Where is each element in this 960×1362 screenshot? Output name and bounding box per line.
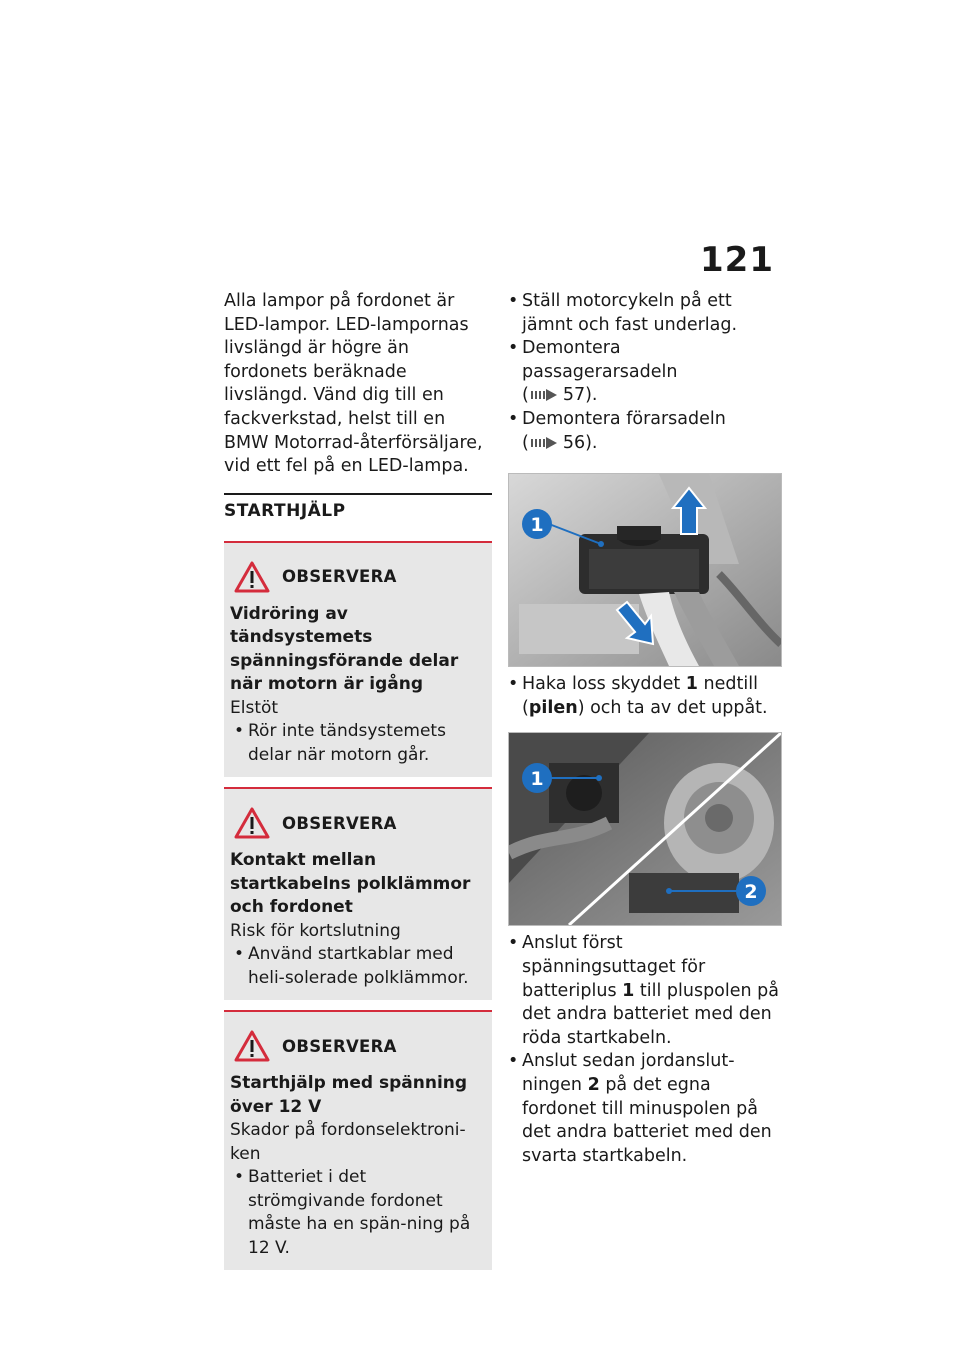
left-column — [224, 290, 492, 1270]
step-text: Demontera passagerarsadeln — [522, 338, 678, 382]
battery-cover-photo — [509, 474, 781, 666]
step-text-pre: Anslut sedan jordanslut-ningen — [522, 1051, 735, 1095]
bullet-dot: • — [508, 933, 519, 954]
step-text-pre: Anslut först spänningsuttaget för batteriplus — [522, 933, 706, 1001]
warning-box — [224, 787, 492, 1000]
step-text-post: på det egna fordonet till minuspolen på det andra batteriet med den svarta startkabeln. — [522, 1074, 772, 1166]
warning-title: OBSERVERA — [282, 813, 397, 833]
step-item — [508, 1050, 780, 1168]
step-item — [508, 673, 780, 720]
warning-subject: Kontakt mellan startkabelns polklämmor och fordonet — [230, 850, 471, 918]
step-text-post: till pluspolen på det andra batteriet med den röda startkabeln. — [522, 980, 779, 1048]
warning-subject: Vidröring av tändsystemets spänningsförande delar när motorn är igång — [230, 603, 459, 695]
bullet-dot: • — [508, 1051, 519, 1072]
step-text-mid: nedtill ( — [522, 674, 758, 718]
section-title: STARTHJÄLP — [224, 493, 492, 531]
step-number: 2 — [587, 1074, 600, 1095]
step-item — [508, 337, 780, 408]
warning-consequence: Skador på fordonselektroni-ken — [230, 1120, 466, 1164]
step-item — [508, 932, 780, 1050]
warning-box — [224, 1010, 492, 1270]
warning-box — [224, 541, 492, 778]
step-bold: pilen — [528, 697, 578, 718]
warning-triangle-icon — [234, 561, 270, 593]
step-text-pre: Haka loss skyddet — [522, 674, 686, 695]
warning-action: • Använd startkablar med heli-solerade polklämmor. — [230, 943, 486, 990]
intro-paragraph: Alla lampor på fordonet är LED-lampor. LED-lampornas livslängd är högre än fordonets beräknade livslängd. Vänd dig till en fackverkstad, helst till en BMW Motorrad-återförsäljare, vid ett fel på en LED-lampa. — [224, 291, 483, 477]
page-number: 121 — [700, 240, 774, 280]
step-text: Demontera förarsadeln — [522, 408, 726, 429]
page-reference[interactable]: 56). — [562, 432, 598, 453]
reference-arrow-icon — [531, 389, 557, 401]
step-number: 1 — [622, 980, 635, 1001]
callout-1: 1 — [530, 768, 544, 791]
warning-header — [230, 807, 486, 839]
bullet-dot: • — [508, 408, 519, 429]
ref-open: ( — [522, 385, 529, 406]
figure-battery-cover — [508, 473, 782, 667]
step-text: Ställ motorcykeln på ett jämnt och fast underlag. — [522, 291, 738, 335]
step-text-post: ) och ta av det uppåt. — [577, 697, 768, 718]
warning-header — [230, 561, 486, 593]
warning-consequence: Elstöt — [230, 697, 279, 718]
warning-consequence: Risk för kortslutning — [230, 920, 401, 941]
page-reference[interactable]: 57). — [562, 385, 598, 406]
warning-title: OBSERVERA — [282, 567, 397, 587]
warning-triangle-icon — [234, 1030, 270, 1062]
figure-jump-start-points — [508, 732, 782, 926]
callout-2: 2 — [744, 881, 758, 904]
reference-arrow-icon — [531, 437, 557, 449]
step-item — [508, 408, 780, 455]
warning-triangle-icon — [234, 807, 270, 839]
bullet-dot: • — [508, 338, 519, 359]
warning-subject: Starthjälp med spänning över 12 V — [230, 1073, 468, 1117]
warning-action: • Rör inte tändsystemets delar när motorn går. — [230, 720, 486, 767]
warning-header — [230, 1030, 486, 1062]
jump-start-points-photo — [509, 733, 781, 925]
step-item — [508, 290, 780, 337]
callout-1: 1 — [530, 514, 544, 537]
warning-title: OBSERVERA — [282, 1036, 397, 1056]
step-number: 1 — [685, 674, 698, 695]
bullet-dot: • — [508, 674, 519, 695]
warning-action: • Batteriet i det strömgivande fordonet måste ha en spän-ning på 12 V. — [230, 1166, 486, 1260]
ref-open: ( — [522, 432, 529, 453]
bullet-dot: • — [508, 291, 519, 311]
right-column — [508, 290, 780, 1168]
